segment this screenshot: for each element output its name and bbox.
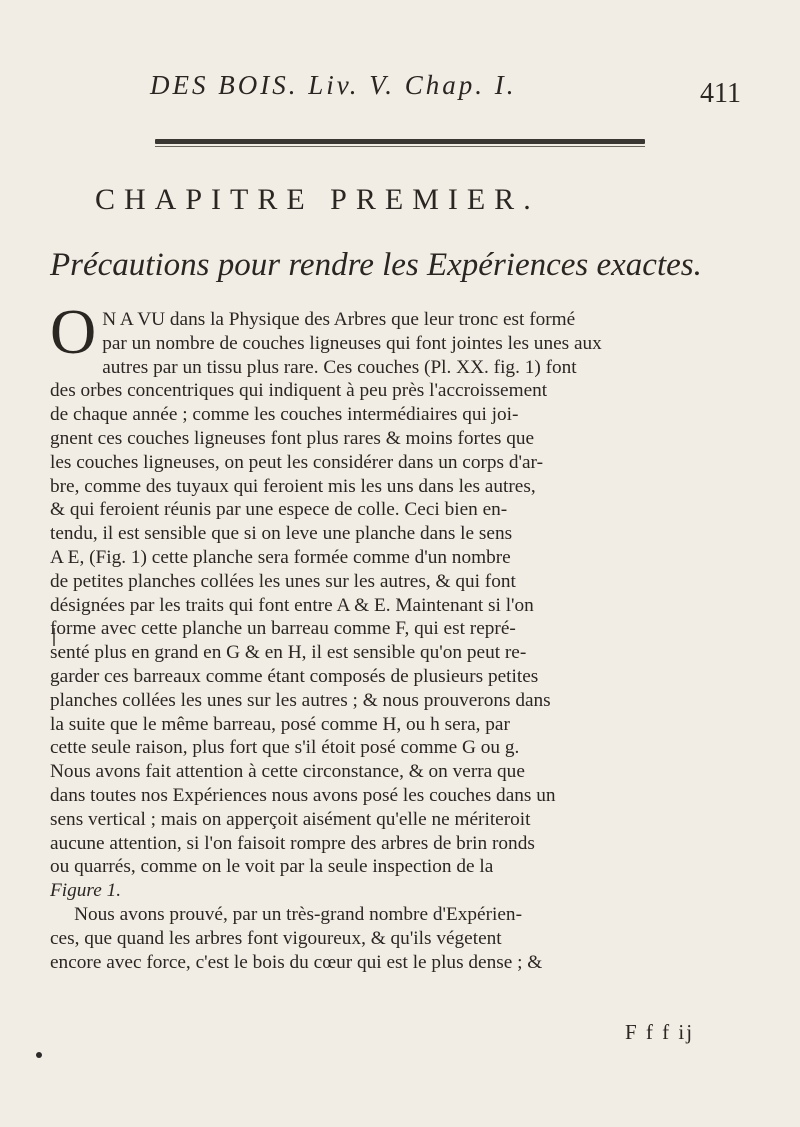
text-line: ou quarrés, comme on le voit par la seule inspection de la [50, 856, 494, 878]
text-line: ces, que quand les arbres font vigoureux, & qu'ils végetent [50, 927, 502, 949]
text-line: cette seule raison, plus fort que s'il étoit posé comme G ou g. [50, 737, 520, 759]
header-rule [155, 139, 645, 144]
text-line: encore avec force, c'est le bois du cœur qui est le plus dense ; & [50, 951, 543, 973]
text-line: gnent ces couches ligneuses font plus rares & moins fortes que [50, 427, 535, 449]
text-line: & qui feroient réunis par une espece de colle. Ceci bien en- [50, 499, 508, 521]
page-number: 411 [700, 78, 741, 109]
drop-cap: O [50, 296, 97, 367]
text-line: Nous avons fait attention à cette circonstance, & on verra que [50, 761, 525, 783]
chapter-title: CHAPITRE PREMIER. [95, 183, 540, 216]
text-line: A E, (Fig. 1) cette planche sera formée comme d'un nombre [50, 546, 511, 568]
text-line: autres par un tissu plus rare. Ces couches (Pl. XX. fig. 1) font [102, 356, 577, 378]
text-line: senté plus en grand en G & en H, il est sensible qu'on peut re- [50, 642, 527, 664]
text-line: tendu, il est sensible que si on leve une planche dans le sens [50, 523, 513, 545]
text-line: de petites planches collées les unes sur les autres, & qui font [50, 570, 516, 592]
text-line: par un nombre de couches ligneuses qui font jointes les unes aux [102, 332, 602, 354]
text-line: forme avec cette planche un barreau comme F, qui est repré- [50, 618, 516, 640]
text-line: désignées par les traits qui font entre A & E. Maintenant si l'on [50, 594, 534, 616]
text-line: de chaque année ; comme les couches intermédiaires qui joi- [50, 404, 519, 426]
signature-mark: F f f ij [625, 1020, 695, 1044]
chapter-subtitle: Précautions pour rendre les Expériences exactes. [50, 247, 702, 283]
text-line: dans toutes nos Expériences nous avons posé les couches dans un [50, 784, 556, 806]
text-line: sens vertical ; mais on apperçoit aisément qu'elle ne mériteroit [50, 808, 531, 830]
text-line: les couches ligneuses, on peut les considérer dans un corps d'ar- [50, 451, 544, 473]
text-line: Nous avons prouvé, par un très-grand nombre d'Expérien- [50, 903, 522, 925]
text-line: aucune attention, si l'on faisoit rompre des arbres de brin ronds [50, 832, 535, 854]
text-line: garder ces barreaux comme étant composés de plusieurs petites [50, 665, 539, 687]
running-head: DES BOIS. Liv. V. Chap. I. [150, 70, 517, 100]
text-line: la suite que le même barreau, posé comme H, ou h sera, par [50, 713, 510, 735]
text-line: bre, comme des tuyaux qui feroient mis les uns dans les autres, [50, 475, 536, 497]
ink-speck [36, 1052, 42, 1058]
text-line: des orbes concentriques qui indiquent à peu près l'accroissement [50, 380, 548, 402]
text-line: N A VU dans la Physique des Arbres que leur tronc est formé [102, 309, 576, 330]
header-rule-thin [155, 146, 645, 147]
text-line: Figure 1. [50, 880, 122, 902]
body-text [50, 296, 765, 974]
text-line: planches collées les unes sur les autres ; & nous prouverons dans [50, 689, 551, 711]
